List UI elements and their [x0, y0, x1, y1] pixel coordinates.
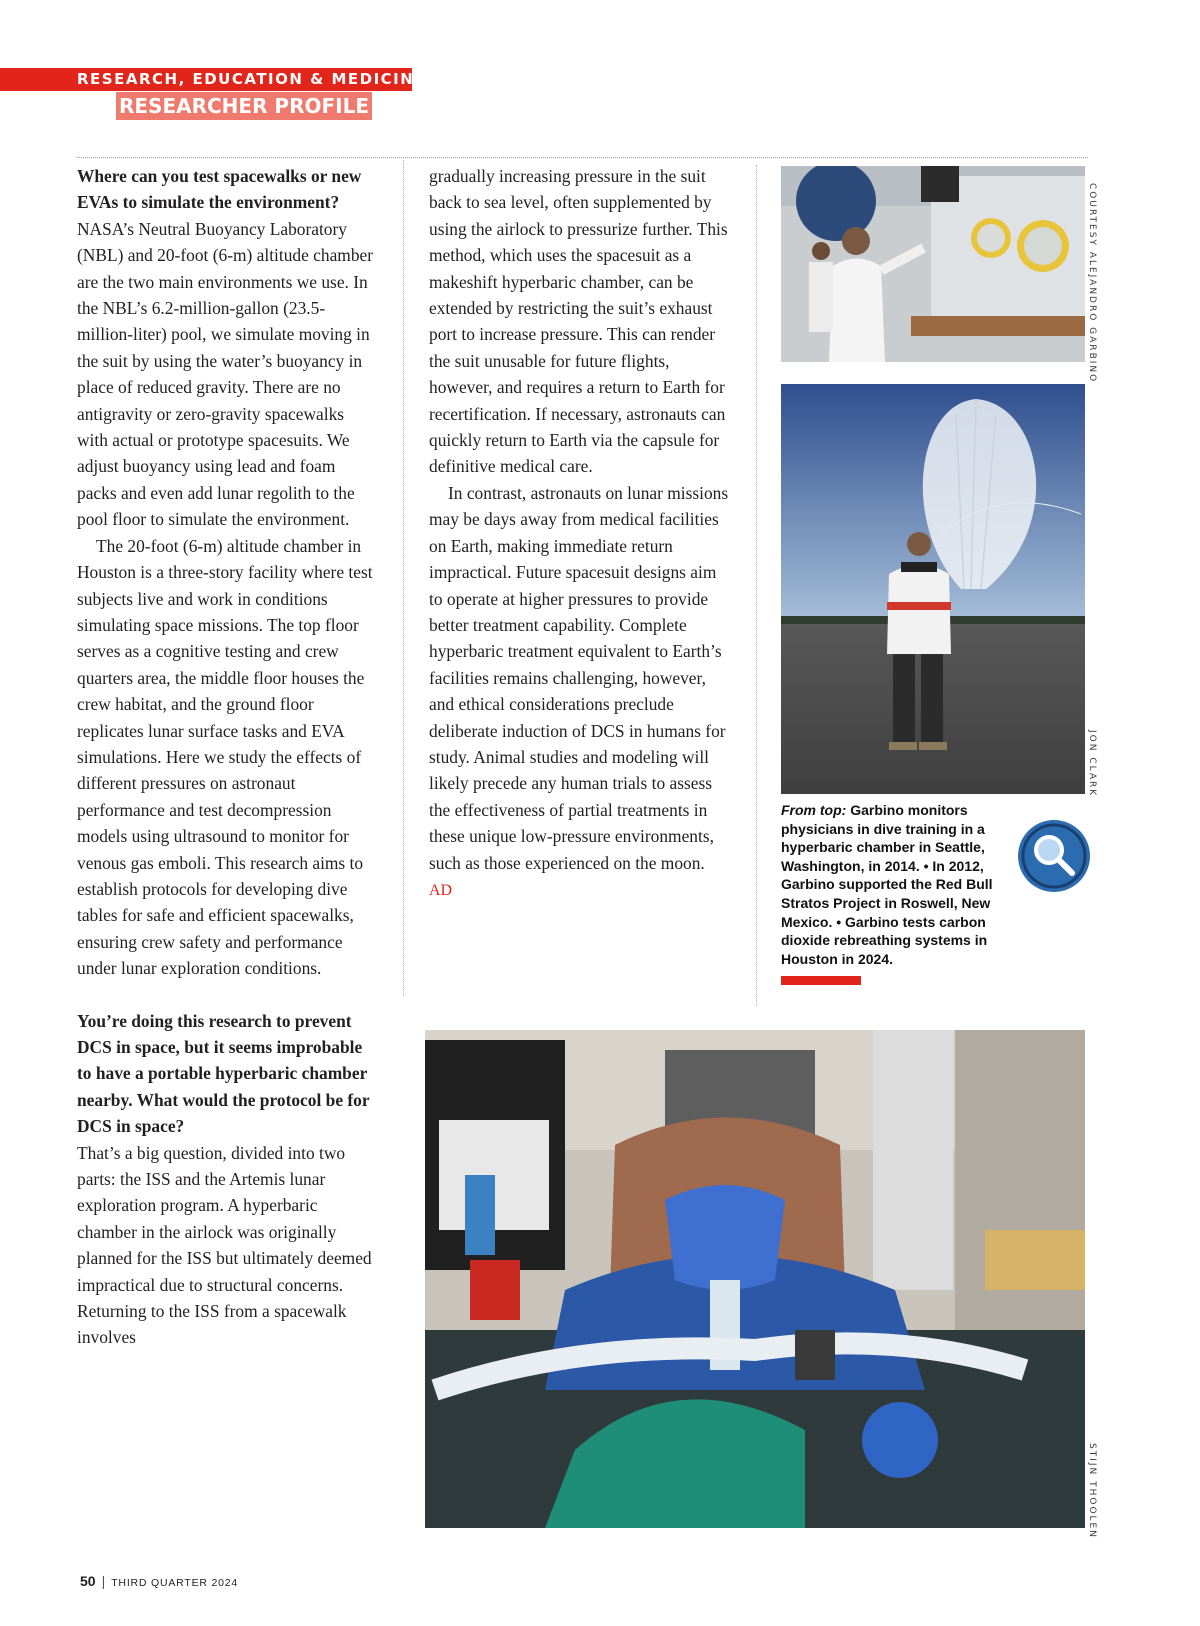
body-paragraph: The 20-foot (6-m) altitude chamber in Houston is a three-story facility where test subjects live and work in conditions simulating space missions. The top floor serves as a cognitive testing and crew quarters area, the middle floor houses the crew habitat, and the ground floor replicates lunar surface tasks and EVA simulations. Here we study the effects of different pressures on astronaut performance and test decompression models using ultrasound to monitor for venous gas emboli. This research aims to establish protocols for developing dive tables for safe and efficient spacewalks, ensuring crew safety and performance under lunar exploration conditions. [77, 535, 373, 979]
photo-rebreathing-test [425, 1030, 1085, 1528]
text-column-2 [429, 163, 731, 904]
paragraph-spacer [77, 982, 379, 1008]
photo-balloon-launch [781, 384, 1085, 794]
photo-credit: STIJN THOOLEN [1087, 1443, 1097, 1539]
top-divider [77, 157, 1088, 158]
caption-text: Garbino monitors physicians in dive training in a hyperbaric chamber in Seattle, Washington, in 2014. • In 2012, Garbino supported the Red Bull Stratos Project in Roswell, New Mexico. • Garbino tests carbon dioxide rebreathing systems in Houston in 2024. [781, 802, 993, 967]
page-footer [80, 1573, 238, 1591]
photo-caption [781, 801, 1003, 968]
page-number: 50 [80, 1573, 96, 1589]
body-paragraph: NASA’s Neutral Buoyancy Laboratory (NBL) and 20-foot (6-m) altitude chamber are the two main environments we use. In the NBL’s 6.2-million-gallon (23.5-million-liter) pool, we simulate moving in the suit by using the water’s buoyancy in place of reduced gravity. There are no antigravity or zero-gravity spacewalks with actual or prototype spacesuits. We adjust buoyancy using lead and foam packs and even add lunar regolith to the pool floor to simulate the environment. [77, 218, 374, 530]
section-banner: RESEARCH, EDUCATION & MEDICINE [0, 68, 412, 91]
department-tag: RESEARCHER PROFILE [116, 92, 372, 120]
issue-label: THIRD QUARTER 2024 [111, 1577, 239, 1589]
body-paragraph [429, 480, 731, 905]
body-paragraph: gradually increasing pressure in the suit back to sea level, often supplemented by using the airlock to pressurize further. This method, which uses the spacesuit as a makeshift hyperbaric chamber, can be extended by restricting the suit’s exhaust port to increase pressure. This can render the suit unusable for future flights, however, and requires a return to Earth for recertification. If necessary, astronauts can quickly return to Earth via the capsule for definitive medical care. [429, 166, 728, 477]
footer-separator: | [101, 1573, 106, 1589]
question-heading: Where can you test spacewalks or new EVAs to simulate the environment? [77, 166, 362, 213]
column-divider [756, 165, 757, 1005]
photo-hyperbaric-chamber [781, 166, 1085, 362]
question-heading: You’re doing this research to prevent DCS in space, but it seems improbable to have a portable hyperbaric chamber nearby. What would the protocol be for DCS in space? [77, 1010, 370, 1137]
column-divider [403, 160, 404, 996]
body-text: In contrast, astronauts on lunar missions may be days away from medical facilities on Earth, making immediate return impractical. Future spacesuit designs aim to operate at higher pressures to provide better treatment capability. Complete hyperbaric treatment equivalent to Earth’s facilities remains challenging, however, and ethical considerations preclude deliberate induction of DCS in humans for study. Animal studies and modeling will likely precede any human trials to assess the effectiveness of partial treatments in these unique low-pressure environments, such as those experienced on the moon. [429, 482, 729, 873]
text-column-1 [77, 163, 379, 1351]
photo-credit: COURTESY ALEJANDRO GARBINO [1087, 183, 1097, 384]
magnifier-icon[interactable] [1016, 818, 1092, 894]
body-paragraph: That’s a big question, divided into two parts: the ISS and the Artemis lunar exploration program. A hyperbaric chamber in the airlock was originally planned for the ISS but ultimately deemed impractical due to structural concerns. Returning to the ISS from a spacewalk involves [77, 1142, 372, 1348]
photo-credit: JON CLARK [1087, 730, 1097, 798]
caption-lead: From top: [781, 802, 847, 818]
author-signoff: AD [429, 881, 453, 899]
caption-accent-bar [781, 976, 861, 985]
